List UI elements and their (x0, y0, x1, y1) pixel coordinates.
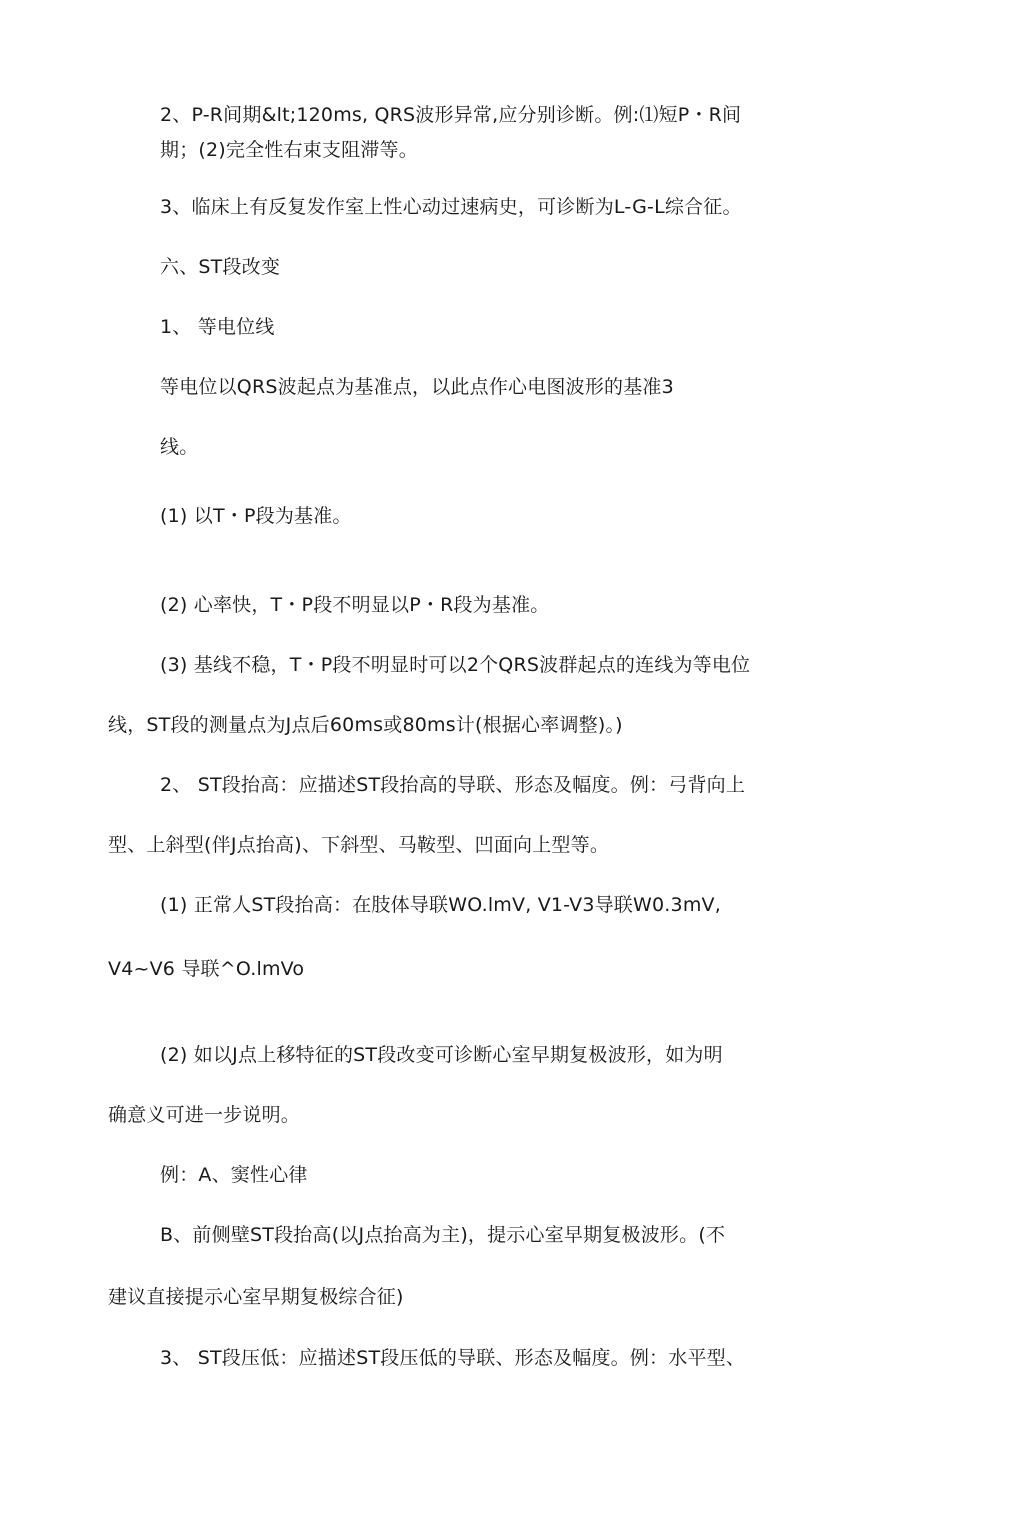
text-line: 型、上斜型(伴J点抬高)、下斜型、马鞍型、凹面向上型等。 (108, 834, 610, 856)
list-item: (3) 基线不稳，T・P段不明显时可以2个QRS波群起点的连线为等电位 (160, 654, 751, 676)
text-line: 确意义可进一步说明。 (108, 1104, 301, 1126)
subsection-heading: 2、 ST段抬高：应描述ST段抬高的导联、形态及幅度。例：弓背向上 (160, 774, 746, 796)
list-item: (1) 正常人ST段抬高：在肢体导联WO.lmV, V1-V3导联W0.3mV, (160, 894, 721, 916)
example-line: B、前侧壁ST段抬高(以J点抬高为主)，提示心室早期复极波形。(不 (160, 1224, 726, 1246)
text-line: 线。 (160, 436, 199, 458)
text-line: 等电位以QRS波起点为基准点，以此点作心电图波形的基准3 (160, 376, 674, 398)
list-item: (1) 以T・P段为基准。 (160, 505, 352, 527)
subsection-heading: 3、 ST段压低：应描述ST段压低的导联、形态及幅度。例：水平型、 (160, 1347, 746, 1369)
list-item: (2) 如以J点上移特征的ST段改变可诊断心室早期复极波形，如为明 (160, 1044, 723, 1066)
text-line: 期；(2)完全性右束支阻滞等。 (160, 139, 418, 161)
text-line: 2、P-R间期&lt;120ms, QRS波形异常,应分别诊断。例:⑴短P・R间 (160, 104, 742, 126)
subsection-heading: 1、 等电位线 (160, 316, 275, 338)
section-heading: 六、ST段改变 (160, 256, 281, 278)
example-line: 例：A、窦性心律 (160, 1164, 308, 1186)
text-line: 3、临床上有反复发作室上性心动过速病史，可诊断为L-G-L综合征。 (160, 196, 742, 218)
list-item: (2) 心率快，T・P段不明显以P・R段为基准。 (160, 594, 550, 616)
text-line: V4~V6 导联^O.lmVo (108, 958, 305, 980)
text-line: 线，ST段的测量点为J点后60ms或80ms计(根据心率调整)。) (108, 714, 623, 736)
text-line: 建议直接提示心室早期复极综合征) (108, 1286, 404, 1308)
